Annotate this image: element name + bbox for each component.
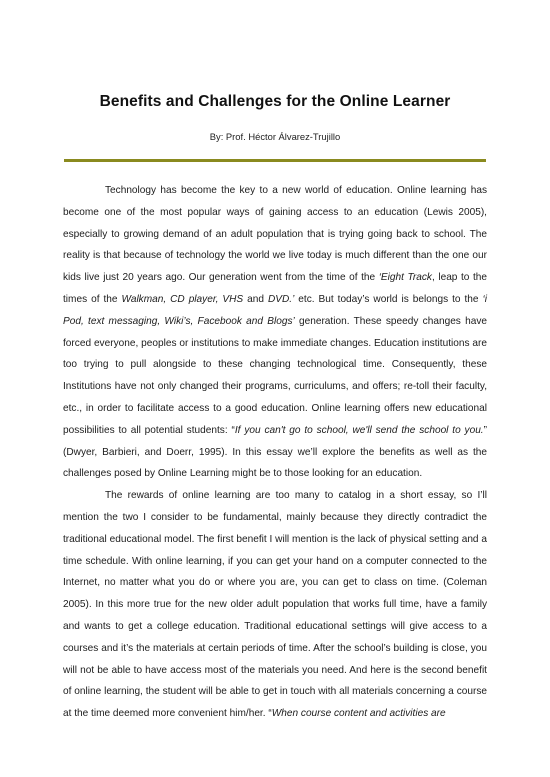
paragraph-1-italic-4: ‘i Pod, text messaging, Wiki’s, Facebook and Blogs’ (63, 293, 487, 327)
paragraph-1-text-6: ” (Dwyer, Barbieri, and Doerr, 1995). In this essay we’ll explore the benefits as well as the challenges posed by Online Learning might be to those looking for an education. (63, 424, 487, 480)
paragraph-1-italic-2: Walkman, CD player, VHS (121, 293, 244, 305)
paragraph-1 (63, 180, 487, 485)
essay-body (63, 180, 487, 725)
paragraph-1-text-2: , leap to the times of the (63, 272, 487, 305)
title-divider (64, 159, 486, 162)
paragraph-1-italic-1: ‘Eight Track (378, 272, 432, 284)
paragraph-1-text-1: Technology has become the key to a new world of education. Online learning has become one of the most popular ways of gaining access to an education (Lewis 2005), especially to growing demand of an adult population that is trying going back to school. The reality is that because of technology the world we live today is much different than the one our kids live just 20 years ago. Our generation went from the time of the (63, 185, 487, 284)
paragraph-1-text-4: etc. But today’s world is belongs to the (294, 293, 483, 305)
paragraph-1-quote: If you can't go to school, we'll send the school to you. (234, 424, 484, 436)
document-title: Benefits and Challenges for the Online Learner (99, 93, 451, 110)
paragraph-1-text-3: and (243, 293, 268, 305)
paragraph-2-quote: When course content and activities are (271, 708, 446, 720)
paragraph-1-italic-3: DVD.’ (267, 293, 295, 305)
paragraph-2 (63, 485, 487, 725)
paragraph-2-text-1: The rewards of online learning are too many to catalog in a short essay, so I’ll mention the two I consider to be fundamental, mainly because they directly contradict the traditional educational model. The first benefit I will mention is the lack of physical setting and a time schedule. With online learning, if you can get your hand on a computer connected to the Internet, no matter what you do or where you are, you can get to class on time. (Coleman 2005). In this more true for the new older adult population that works full time, have a family and wants to get a college education. Traditional educational settings will give access to a courses and it’s the materials at certain periods of time. After the school’s building is close, you will not be able to have access most of the materials you need. And here is the second benefit of online learning, the student will be able to get in touch with all materials concerning a course at the time deemed more convenient him/her. “ (63, 490, 487, 720)
author-byline: By: Prof. Héctor Álvarez-Trujillo (209, 131, 341, 142)
paragraph-1-text-5: generation. These speedy changes have forced everyone, peoples or institutions to make immediate changes. Education institutions are too trying to pull alongside to these changing technological time. Consequently, these Institutions have not only changed their programs, curriculums, and offers; re-toll their faculty, etc., in order to facilitate access to a good education. Online learning offers new educational possibilities to all potential students: “ (63, 315, 487, 436)
